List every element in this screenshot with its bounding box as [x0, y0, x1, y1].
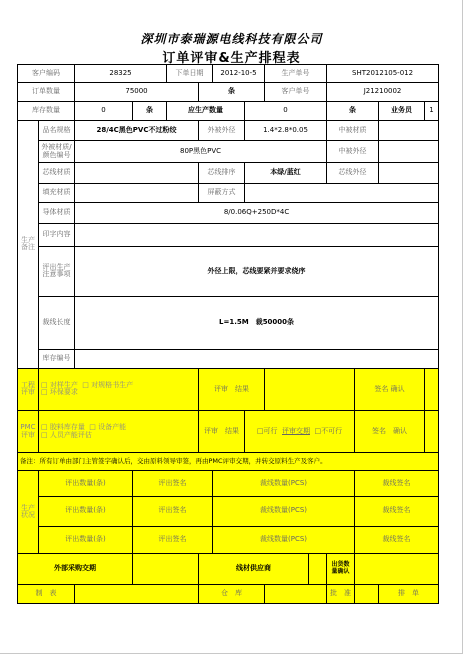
check-env[interactable]: □ 环保要求: [41, 388, 78, 397]
customer-order-no: J21210002: [327, 83, 439, 102]
order-date: 2012-10-5: [213, 65, 265, 83]
core-order-label: 芯线排序: [199, 163, 245, 183]
production-notes-section: 生产备注: [18, 121, 39, 369]
footer-approve-value: [355, 584, 379, 603]
stock-unit: 条: [133, 102, 167, 121]
pmc-delivery-option: 评审交期: [282, 426, 310, 435]
sheath-material-value: 80P黑色PVC: [75, 141, 327, 163]
spec-value: 28/4C黑色PVC不过粉绞: [75, 121, 199, 141]
cut-qty-label-2: 裁线数量(PCS): [213, 496, 355, 526]
sheath-material-label: 外被材质/颜色编号: [39, 141, 75, 163]
core-dia-label: 芯线外径: [327, 163, 379, 183]
production-status-section: 生产状况: [18, 471, 39, 554]
conductor-label: 导体材质: [39, 202, 75, 223]
spec-label: 品名规格: [39, 121, 75, 141]
footer-approve-label: 批 准: [327, 584, 355, 603]
core-dia-value: [379, 163, 439, 183]
produce-sign-label-1: 评出签名: [133, 471, 213, 496]
core-material-value: [75, 163, 199, 183]
production-no: SHT2012105-012: [327, 65, 439, 83]
outer-dia-label: 外被外径: [199, 121, 245, 141]
conductor-value: 8/0.06Q+250D*4C: [75, 202, 439, 223]
produce-qty-label-2: 评出数量(条): [39, 496, 133, 526]
mid-material-value: [379, 121, 439, 141]
engineering-result-value: [265, 368, 355, 410]
mid-material-label: 中被材质: [327, 121, 379, 141]
cut-length-value: L=1.5M 裁50000条: [75, 296, 439, 349]
engineering-sign-value: [425, 368, 439, 410]
engineering-checks: [39, 368, 199, 410]
production-no-label: 生产单号: [265, 65, 327, 83]
salesman-label: 业务员: [379, 102, 425, 121]
mid-dia-label: 中被外径: [327, 141, 379, 163]
cut-sign-label-2: 裁线签名: [355, 496, 439, 526]
check-sample[interactable]: □ 对样生产: [41, 380, 78, 389]
filler-value: [75, 183, 199, 202]
cut-qty-label-1: 裁线数量(PCS): [213, 471, 355, 496]
outer-dia-value: 1.4*2.8*0.05: [245, 121, 327, 141]
notes-label: 评出生产注意事项: [39, 247, 75, 297]
pmc-sign-value: [425, 411, 439, 453]
produce-sign-label-3: 评出签名: [133, 526, 213, 554]
produce-qty: 0: [245, 102, 327, 121]
order-unit: 条: [199, 83, 265, 102]
engineering-sign-label: 签名 确认: [355, 368, 425, 410]
print-content-value: [75, 223, 439, 246]
shield-value: [245, 183, 439, 202]
wire-supplier-label: 线材供应商: [199, 554, 309, 585]
shipment-confirm-label: 出货数量确认: [327, 554, 355, 585]
mid-dia-value: [379, 141, 439, 163]
footer-prepared-value: [75, 584, 199, 603]
order-qty-label: 订单数量: [18, 83, 75, 102]
cut-sign-label-3: 裁线签名: [355, 526, 439, 554]
print-content-label: 印字内容: [39, 223, 75, 246]
produce-qty-label: 应生产数量: [167, 102, 245, 121]
outsource-delivery-label: 外部采购交期: [18, 554, 133, 585]
engineering-result-label: 评审 结果: [199, 368, 265, 410]
remark: 备注：所有订单由部门主管签字确认后，交由原料领导审签，再由PMC评审交期，并转交原料生产及客户。: [18, 453, 439, 471]
document-title: 订单评审&生产排程表: [162, 51, 301, 66]
order-date-label: 下单日期: [167, 65, 213, 83]
order-qty: 75000: [75, 83, 199, 102]
stock-qty: 0: [75, 102, 133, 121]
core-material-label: 芯线材质: [39, 163, 75, 183]
stock-no-label: 库存编号: [39, 349, 75, 368]
engineering-review-label: 工程评审: [18, 368, 39, 410]
customer-order-label: 客户单号: [265, 83, 327, 102]
footer-warehouse-value: [265, 584, 327, 603]
customer-code-label: 客户编码: [18, 65, 75, 83]
footer-prepared-label: 制 表: [18, 584, 75, 603]
check-equipment[interactable]: □ 设备产能: [89, 423, 127, 432]
pmc-checks: [39, 411, 199, 453]
wire-supplier-value: [309, 554, 327, 585]
outsource-delivery-value: [133, 554, 199, 585]
produce-sign-label-2: 评出签名: [133, 496, 213, 526]
company-name: 深圳市泰瑞源电线科技有限公司: [140, 32, 323, 46]
check-rubber-stock[interactable]: □ 胶料库存量: [41, 423, 85, 432]
order-review-table: [17, 64, 439, 604]
footer-warehouse-label: 仓 库: [199, 584, 265, 603]
customer-code: 28325: [75, 65, 167, 83]
cut-length-label: 裁线长度: [39, 296, 75, 349]
footer-schedule-label: 排 单: [379, 584, 439, 603]
check-staff[interactable]: □ 人员产能评估: [41, 430, 92, 439]
salesman: 1: [425, 102, 439, 121]
produce-unit: 条: [327, 102, 379, 121]
check-spec[interactable]: □ 对规格书生产: [82, 380, 134, 389]
stock-no-value: [75, 349, 439, 368]
produce-qty-label-3: 评出数量(条): [39, 526, 133, 554]
shield-label: 屏蔽方式: [199, 183, 245, 202]
core-order-value: 本绿/蓝红: [245, 163, 327, 183]
pmc-feasible-option[interactable]: □可行: [256, 426, 278, 435]
pmc-infeasible-option[interactable]: □不可行: [314, 426, 343, 435]
pmc-review-label: PMC评审: [18, 411, 39, 453]
pmc-result-label: 评审 结果: [199, 411, 245, 453]
filler-label: 填充材质: [39, 183, 75, 202]
pmc-options: [245, 411, 355, 453]
notes-value: 外径上限，芯线要紧并要求绕序: [75, 247, 439, 297]
shipment-confirm-value: [355, 554, 439, 585]
pmc-sign-label: 签名 确认: [355, 411, 425, 453]
cut-sign-label-1: 裁线签名: [355, 471, 439, 496]
cut-qty-label-3: 裁线数量(PCS): [213, 526, 355, 554]
produce-qty-label-1: 评出数量(条): [39, 471, 133, 496]
stock-qty-label: 库存数量: [18, 102, 75, 121]
